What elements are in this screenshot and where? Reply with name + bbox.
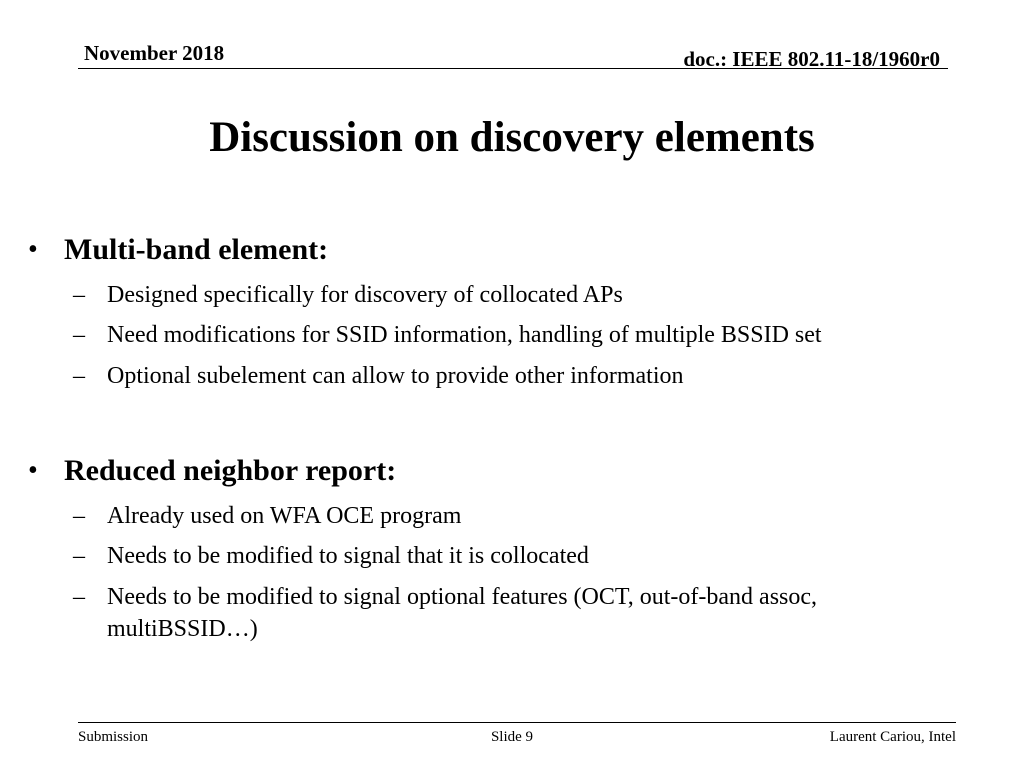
- list-item-text: Optional subelement can allow to provide other information: [107, 363, 684, 389]
- dash-icon: –: [73, 322, 85, 348]
- bullet-icon: •: [28, 234, 38, 265]
- bullet-icon: •: [28, 455, 38, 486]
- list-item-text: Need modifications for SSID information, handling of multiple BSSID set: [107, 322, 822, 348]
- slide-title: Discussion on discovery elements: [209, 114, 815, 161]
- header-doc-id: doc.: IEEE 802.11-18/1960r0: [683, 47, 940, 71]
- dash-icon: –: [73, 363, 85, 389]
- list-item-text: Already used on WFA OCE program: [107, 503, 462, 529]
- dash-icon: –: [73, 282, 85, 308]
- list-item-text: Needs to be modified to signal that it is collocated: [107, 543, 589, 569]
- footer-divider: [78, 722, 956, 723]
- dash-icon: –: [73, 503, 85, 529]
- section-heading: Multi-band element:: [64, 233, 329, 266]
- list-item-text: Needs to be modified to signal optional features (OCT, out-of-band assoc, multiBSSID…): [107, 584, 818, 642]
- footer-submission: Submission: [78, 729, 149, 745]
- section-heading: Reduced neighbor report:: [64, 454, 397, 487]
- footer-slide-number: Slide 9: [490, 729, 534, 745]
- section-reduced-neighbor-report: [0, 451, 1024, 491]
- list-item-text: Designed specifically for discovery of collocated APs: [107, 282, 623, 308]
- section-multi-band: [0, 230, 1024, 270]
- dash-icon: –: [73, 584, 85, 610]
- dash-icon: –: [73, 543, 85, 569]
- header-date: November 2018: [84, 41, 225, 65]
- footer-author: Laurent Cariou, Intel: [829, 729, 956, 745]
- header-divider: [78, 68, 948, 69]
